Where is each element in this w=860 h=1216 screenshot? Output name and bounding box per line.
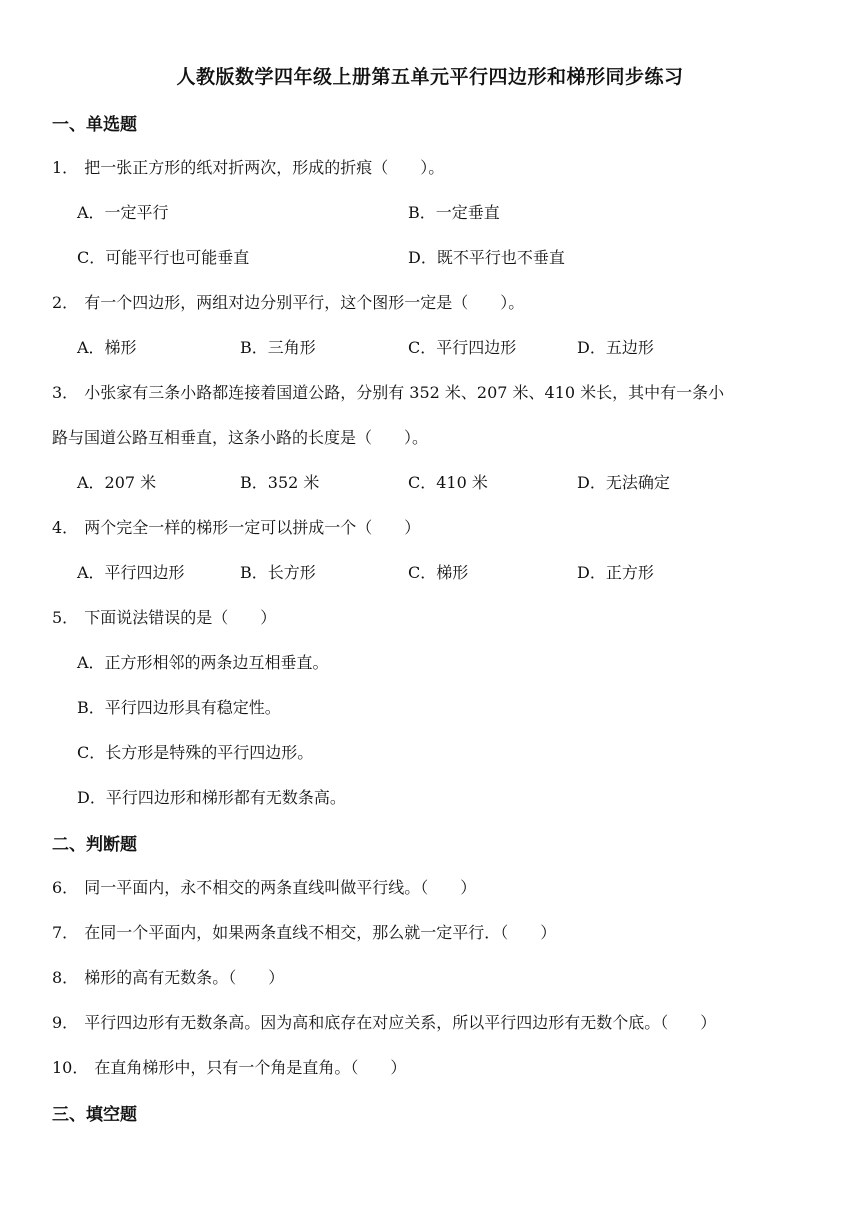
question-number: 5． — [52, 608, 79, 627]
question-3-continued: 路与国道公路互相垂直，这条小路的长度是（ ）。 — [52, 428, 429, 447]
question-number: 7． — [52, 923, 79, 942]
section-heading-single-choice: 一、单选题 — [52, 115, 137, 135]
option-a: A．梯形 — [77, 338, 137, 357]
question-2 — [52, 290, 524, 313]
section-heading-fill-in: 三、填空题 — [52, 1105, 137, 1125]
question-6 — [52, 875, 476, 898]
option-a: A．平行四边形 — [77, 563, 185, 582]
question-number: 2． — [52, 293, 79, 312]
option-d: D．正方形 — [577, 563, 654, 582]
question-1 — [52, 155, 444, 178]
question-text: 同一平面内，永不相交的两条直线叫做平行线。（ ） — [84, 878, 477, 897]
option-a: A．正方形相邻的两条边互相垂直。 — [77, 653, 329, 672]
question-number: 10． — [52, 1058, 89, 1077]
question-number: 1． — [52, 158, 79, 177]
option-d: D．平行四边形和梯形都有无数条高。 — [77, 788, 346, 807]
question-7 — [52, 920, 556, 943]
question-number: 8． — [52, 968, 79, 987]
question-9 — [52, 1010, 716, 1033]
option-a: A．207 米 — [77, 473, 157, 492]
question-3 — [52, 380, 724, 403]
question-number: 6． — [52, 878, 79, 897]
question-5 — [52, 605, 276, 628]
question-text: 在直角梯形中，只有一个角是直角。（ ） — [94, 1058, 407, 1077]
option-b: B．三角形 — [240, 338, 316, 357]
option-d: D．无法确定 — [577, 473, 670, 492]
question-text: 把一张正方形的纸对折两次，形成的折痕（ ）。 — [84, 158, 445, 177]
option-b: B．平行四边形具有稳定性。 — [77, 698, 281, 717]
question-4 — [52, 515, 420, 538]
option-c: C．长方形是特殊的平行四边形。 — [77, 743, 314, 762]
option-c: C．可能平行也可能垂直 — [77, 248, 250, 267]
option-c: C．410 米 — [408, 473, 488, 492]
option-b: B．长方形 — [240, 563, 316, 582]
section-heading-true-false: 二、判断题 — [52, 835, 137, 855]
question-text: 梯形的高有无数条。（ ） — [84, 968, 285, 987]
question-text: 两个完全一样的梯形一定可以拼成一个（ ） — [84, 518, 421, 537]
question-text: 平行四边形有无数条高。因为高和底存在对应关系，所以平行四边形有无数个底。（ ） — [84, 1013, 717, 1032]
option-d: D．五边形 — [577, 338, 654, 357]
option-a: A．一定平行 — [77, 203, 169, 222]
question-10 — [52, 1055, 406, 1078]
option-b: B．一定垂直 — [408, 203, 500, 222]
option-c: C．梯形 — [408, 563, 469, 582]
question-text: 在同一个平面内，如果两条直线不相交，那么就一定平行．（ ） — [84, 923, 557, 942]
question-text: 小张家有三条小路都连接着国道公路，分别有 352 米、207 米、410 米长，其中有一条小 — [84, 383, 725, 402]
option-b: B．352 米 — [240, 473, 320, 492]
question-number: 3． — [52, 383, 79, 402]
question-number: 4． — [52, 518, 79, 537]
question-text: 下面说法错误的是（ ） — [84, 608, 277, 627]
option-c: C．平行四边形 — [408, 338, 517, 357]
page-title: 人教版数学四年级上册第五单元平行四边形和梯形同步练习 — [176, 66, 684, 88]
question-number: 9． — [52, 1013, 79, 1032]
question-8 — [52, 965, 284, 988]
option-d: D．既不平行也不垂直 — [408, 248, 565, 267]
question-text: 有一个四边形，两组对边分别平行，这个图形一定是（ ）。 — [84, 293, 525, 312]
